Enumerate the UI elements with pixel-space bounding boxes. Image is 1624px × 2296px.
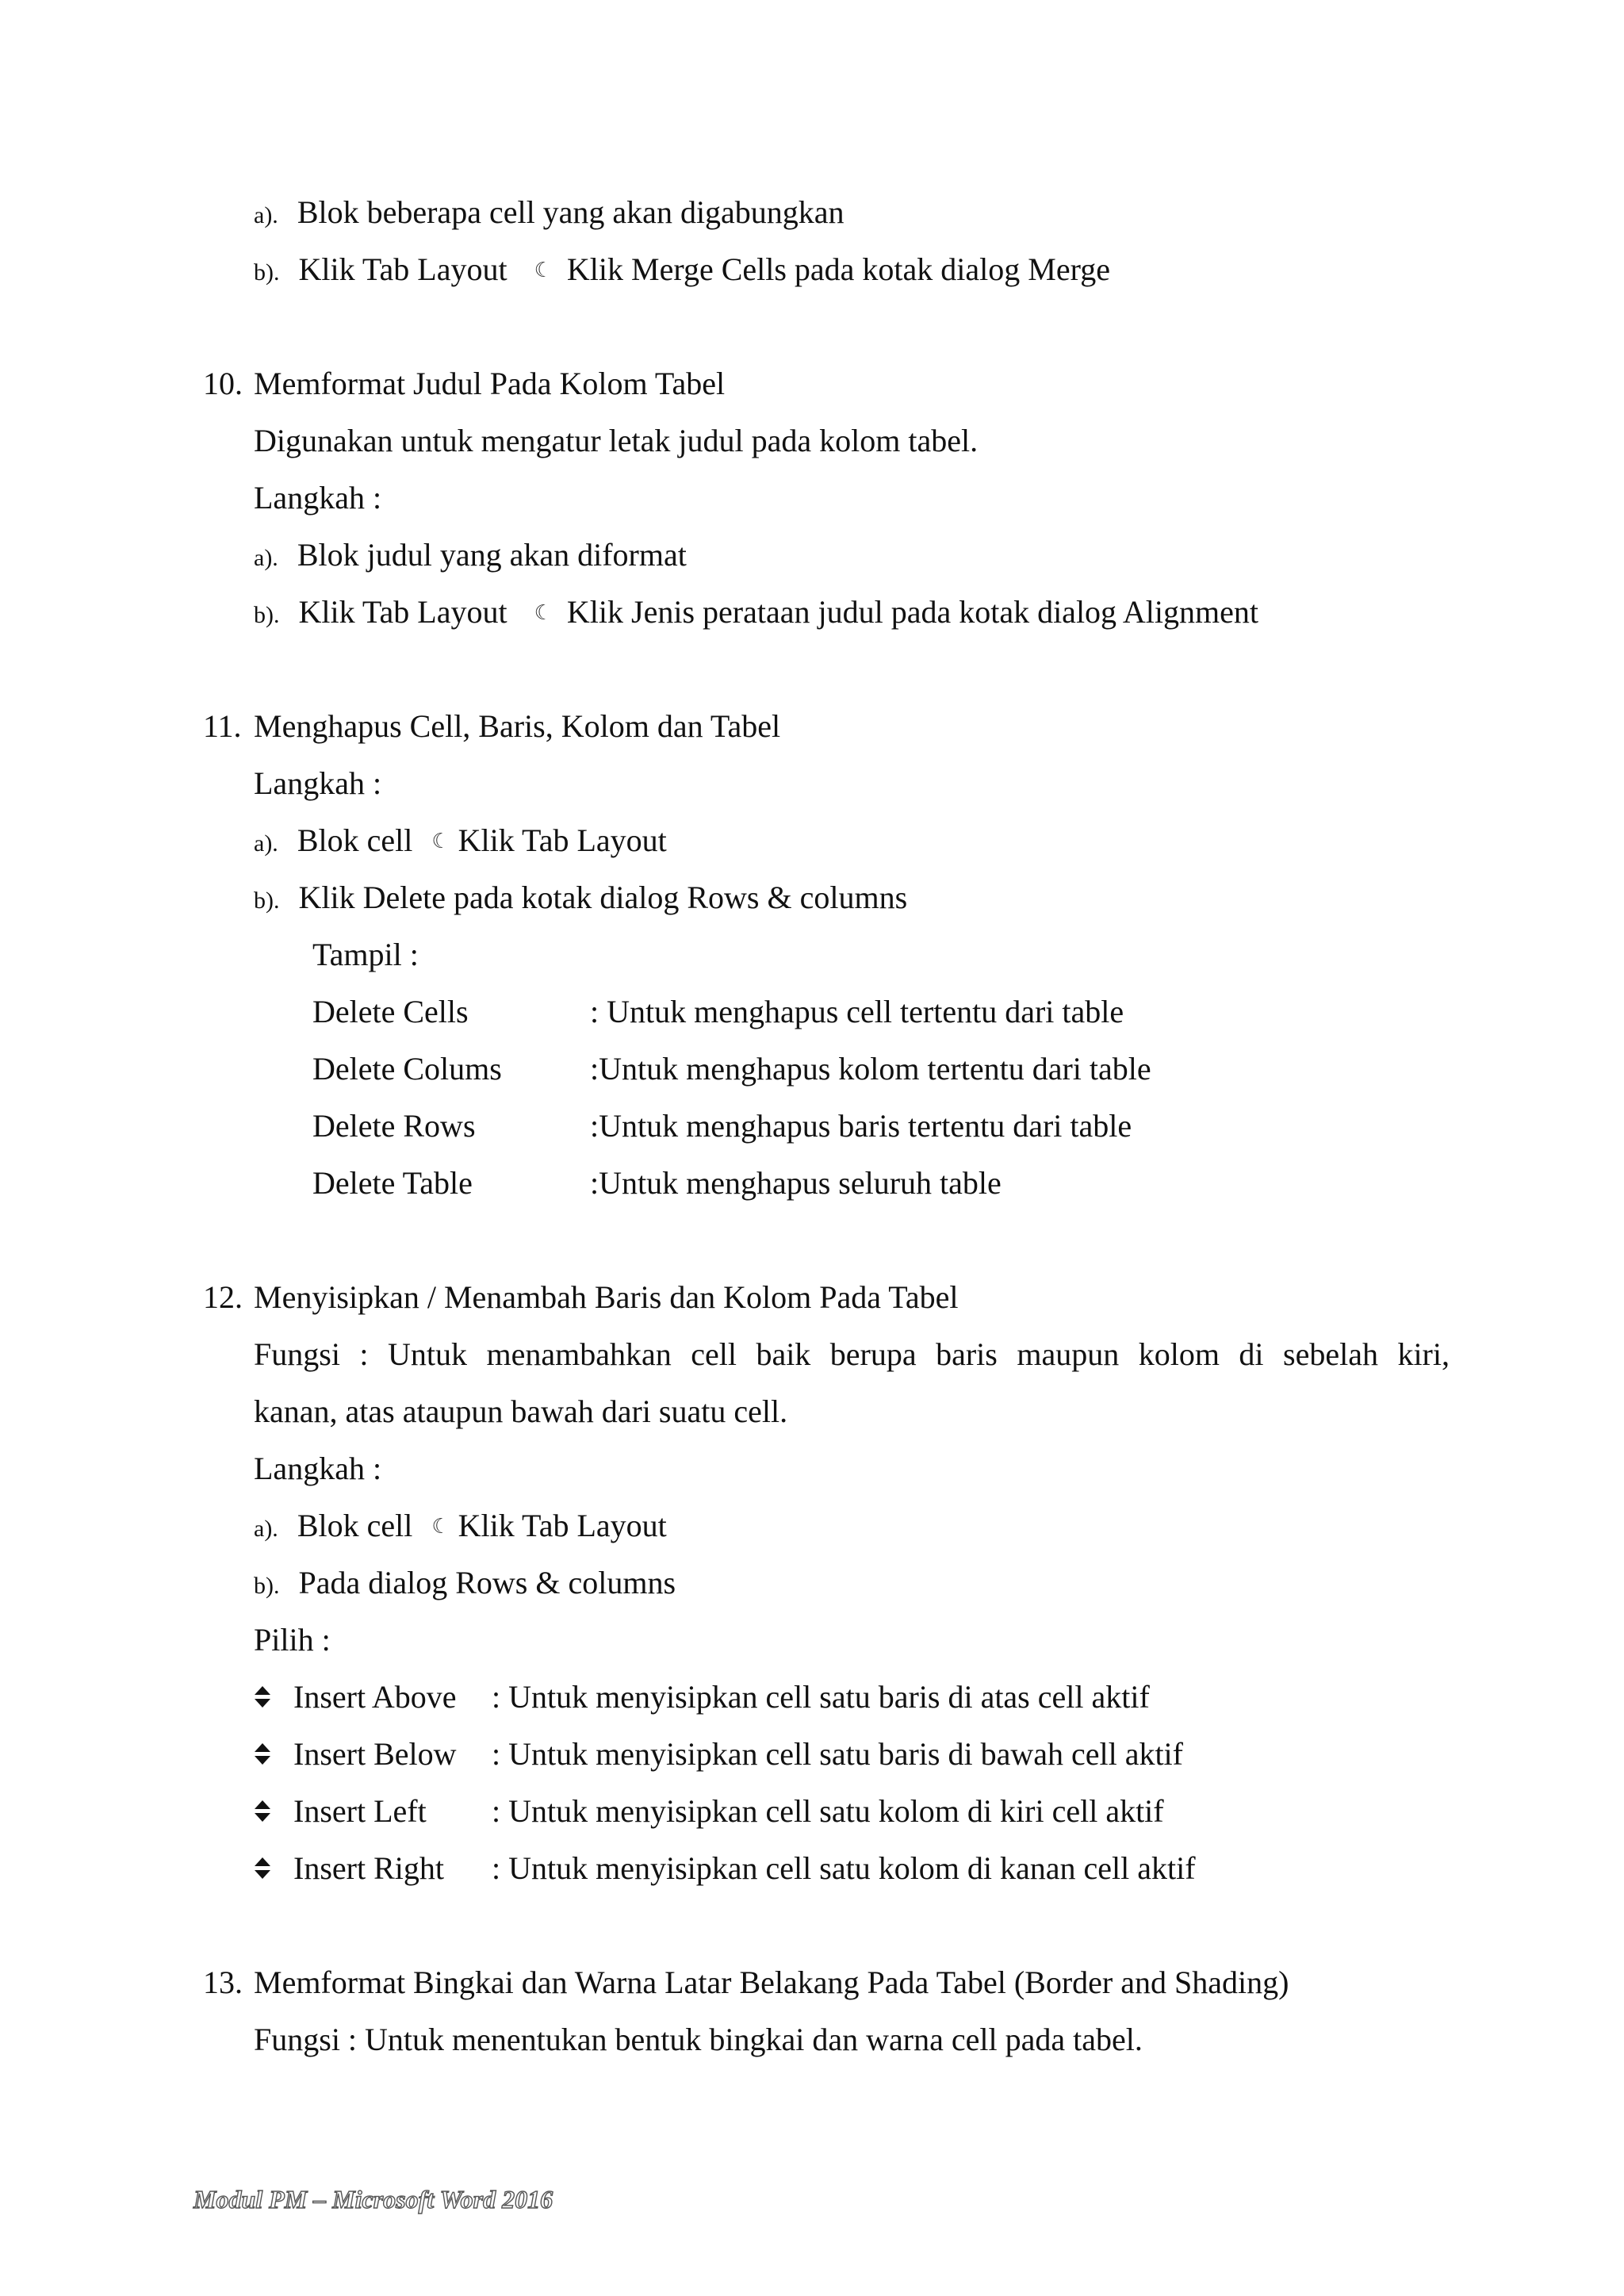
fungsi-line: Fungsi : Untuk menentukan bentuk bingkai dan warna cell pada tabel. (254, 2022, 1143, 2057)
step-text: Blok beberapa cell yang akan digabungkan (297, 194, 845, 230)
pilih-label: Pilih : (254, 1622, 331, 1658)
delete-def: : Untuk menghapus cell tertentu dari table (590, 994, 1124, 1029)
step-text: Klik Tab Layout (298, 251, 508, 287)
insert-term: Insert Right (293, 1850, 444, 1886)
delete-def: :Untuk menghapus kolom tertentu dari table (590, 1051, 1151, 1087)
updown-arrow-icon (254, 1800, 271, 1823)
section-heading-13 (203, 1964, 1289, 2000)
section-number: 11. (203, 708, 242, 744)
delete-row (312, 1110, 1132, 1142)
langkah-label: Langkah : (254, 765, 382, 801)
insert-item (254, 1681, 1150, 1713)
step-text: Blok cell (297, 1508, 413, 1543)
delete-def: :Untuk menghapus seluruh table (590, 1165, 1002, 1201)
step-marker: b). (254, 1573, 280, 1599)
step-marker: b). (254, 602, 280, 628)
section-heading-10 (203, 368, 725, 400)
step-a (254, 194, 845, 230)
section-title: Memformat Judul Pada Kolom Tabel (254, 366, 726, 401)
step-b (254, 882, 907, 914)
insert-def: : Untuk menyisipkan cell satu kolom di kanan cell aktif (492, 1850, 1196, 1886)
insert-item (254, 1850, 1196, 1886)
section-heading-11 (203, 708, 781, 744)
step-a (254, 822, 667, 858)
section-title: Memformat Bingkai dan Warna Latar Belakang Pada Tabel (Border and Shading) (254, 1964, 1289, 2000)
step-a (254, 1510, 667, 1542)
langkah-label: Langkah : (254, 480, 382, 516)
insert-term: Insert Above (293, 1679, 457, 1715)
step-marker: a). (254, 202, 278, 228)
step-text: Klik Tab Layout (458, 822, 667, 858)
section-number: 12. (203, 1279, 243, 1315)
step-text: Blok judul yang akan diformat (297, 537, 687, 573)
insert-def: : Untuk menyisipkan cell satu baris di atas cell aktif (492, 1679, 1150, 1715)
arrow-icon: ☾ (431, 830, 450, 853)
delete-term: Delete Table (312, 1165, 473, 1201)
fungsi-line: kanan, atas ataupun bawah dari suatu cell. (254, 1393, 788, 1429)
delete-def: :Untuk menghapus baris tertentu dari table (590, 1108, 1132, 1144)
page-footer: Modul PM – Microsoft Word 2016 (193, 2185, 553, 2214)
insert-term: Insert Below (293, 1736, 457, 1772)
tampil-label: Tampil : (312, 937, 419, 972)
step-text: Blok cell (297, 822, 413, 858)
step-text: Klik Jenis perataan judul pada kotak dialog Alignment (566, 594, 1258, 630)
insert-def: : Untuk menyisipkan cell satu baris di bawah cell aktif (492, 1736, 1183, 1772)
step-marker: a). (254, 830, 278, 857)
arrow-icon: ☾ (534, 259, 553, 282)
delete-term: Delete Cells (312, 994, 469, 1029)
section-description: Digunakan untuk mengatur letak judul pada kolom tabel. (254, 423, 979, 458)
step-b (254, 1567, 676, 1599)
step-text: Klik Merge Cells pada kotak dialog Merge (566, 251, 1110, 287)
delete-row (312, 996, 1124, 1028)
delete-term: Delete Rows (312, 1108, 476, 1144)
step-b (254, 596, 1258, 628)
insert-item (254, 1738, 1183, 1770)
arrow-icon: ☾ (431, 1515, 450, 1538)
section-heading-12 (203, 1279, 959, 1315)
delete-term: Delete Colums (312, 1051, 502, 1087)
insert-def: : Untuk menyisipkan cell satu kolom di kiri cell aktif (492, 1793, 1164, 1829)
section-number: 13. (203, 1964, 243, 2000)
step-b (254, 251, 1110, 287)
step-a (254, 539, 687, 571)
step-text: Pada dialog Rows & columns (298, 1565, 676, 1600)
section-title: Menyisipkan / Menambah Baris dan Kolom Pada Tabel (254, 1279, 959, 1315)
updown-arrow-icon (254, 1685, 271, 1709)
delete-row (312, 1053, 1151, 1085)
step-text: Klik Tab Layout (458, 1508, 667, 1543)
insert-item (254, 1793, 1164, 1829)
step-marker: a). (254, 545, 278, 571)
step-marker: b). (254, 887, 280, 914)
insert-term: Insert Left (293, 1793, 427, 1829)
langkah-label: Langkah : (254, 1451, 382, 1486)
fungsi-line: Fungsi : Untuk menambahkan cell baik berupa baris maupun kolom di sebelah kiri, (254, 1336, 1450, 1372)
section-number: 10. (203, 366, 243, 401)
section-title: Menghapus Cell, Baris, Kolom dan Tabel (254, 708, 781, 744)
updown-arrow-icon (254, 1857, 271, 1880)
arrow-icon: ☾ (534, 601, 553, 624)
step-text: Klik Tab Layout (298, 594, 508, 630)
delete-row (312, 1167, 1002, 1199)
step-marker: b). (254, 259, 280, 286)
updown-arrow-icon (254, 1742, 271, 1766)
step-text: Klik Delete pada kotak dialog Rows & columns (298, 880, 908, 915)
step-marker: a). (254, 1516, 278, 1542)
